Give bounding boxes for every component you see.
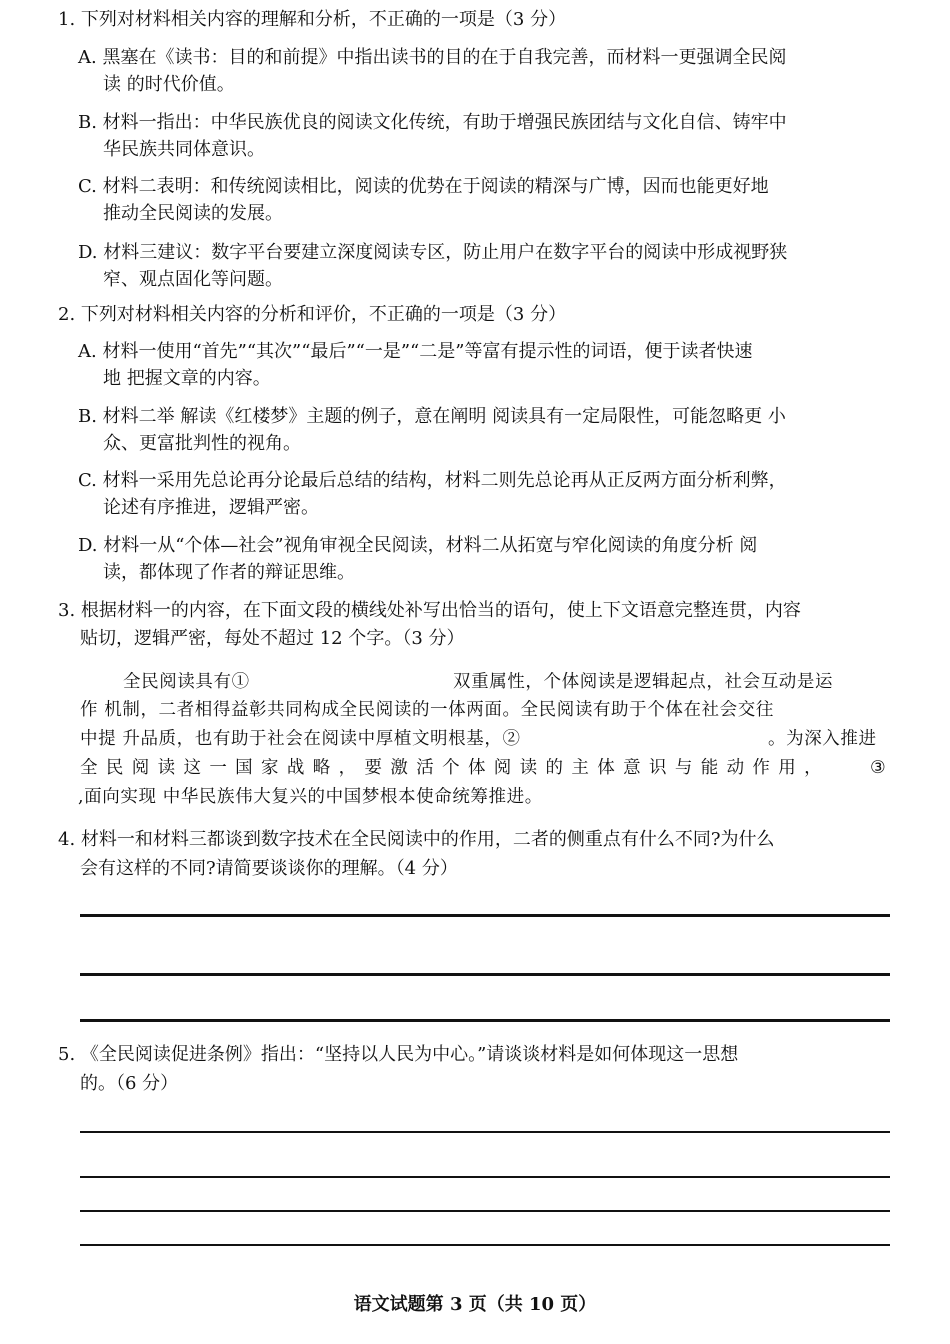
q4-stem-line2: 会有这样的不同?请简要谈谈你的理解。（4 分） xyxy=(80,858,458,879)
q4-answer-line-1[interactable] xyxy=(80,914,890,917)
page-footer: 语文试题第 3 页（共 10 页） xyxy=(353,1294,597,1315)
q2-option-a-line2: 地 把握文章的内容。 xyxy=(103,368,271,389)
q1-option-c-line1: C. 材料二表明：和传统阅读相比，阅读的优势在于阅读的精深与广博，因而也能更好地 xyxy=(78,176,769,197)
q2-option-b-line2: 众、更富批判性的视角。 xyxy=(103,433,301,454)
q3-passage-line4b: ③ xyxy=(870,758,887,778)
q1-option-a-line1: A. 黑塞在《读书：目的和前提》中指出读书的目的在于自我完善，而材料一更强调全民阅 xyxy=(78,47,787,68)
q1-option-b-line2: 华民族共同体意识。 xyxy=(103,139,265,160)
q5-answer-line-2[interactable] xyxy=(80,1176,890,1178)
q3-passage-line3b: 。为深入推进 xyxy=(768,729,877,749)
q1-option-c-line2: 推动全民阅读的发展。 xyxy=(103,203,283,224)
q5-stem-line2: 的。（6 分） xyxy=(80,1073,179,1094)
q5-answer-line-3[interactable] xyxy=(80,1210,890,1212)
q3-passage-line3a: 中提 升品质，也有助于社会在阅读中厚植文明根基，② xyxy=(80,729,521,749)
q4-stem-line1: 4. 材料一和材料三都谈到数字技术在全民阅读中的作用，二者的侧重点有什么不同?为什么 xyxy=(58,829,775,850)
q2-option-d-line1: D. 材料一从“个体—社会”视角审视全民阅读，材料二从拓宽与窄化阅读的角度分析 阅 xyxy=(78,535,758,556)
q2-option-b-line1: B. 材料二举 解读《红楼梦》主题的例子，意在阐明 阅读具有一定局限性，可能忽略更 小 xyxy=(78,406,786,427)
q5-stem-line1: 5. 《全民阅读促进条例》指出：“坚持以人民为中心。”请谈谈材料是如何体现这一思想 xyxy=(58,1044,739,1065)
q3-passage-line1b: 双重属性，个体阅读是逻辑起点，社会互动是运 xyxy=(453,672,834,692)
q2-stem: 2. 下列对材料相关内容的分析和评价，不正确的一项是（3 分） xyxy=(58,304,567,325)
q2-option-c-line1: C. 材料一采用先总论再分论最后总结的结构，材料二则先总论再从正反两方面分析利弊， xyxy=(78,470,787,491)
q1-option-a-line2: 读 的时代价值。 xyxy=(103,74,235,95)
q5-answer-line-4[interactable] xyxy=(80,1244,890,1246)
q2-option-d-line2: 读，都体现了作者的辩证思维。 xyxy=(103,562,355,583)
q2-option-a-line1: A. 材料一使用“首先”“其次”“最后”“一是”“二是”等富有提示性的词语，便于读者快速 xyxy=(78,341,753,362)
q3-stem-line1: 3. 根据材料一的内容，在下面文段的横线处补写出恰当的语句，使上下文语意完整连贯，内容 xyxy=(58,600,801,621)
q1-option-d-line2: 窄、观点固化等问题。 xyxy=(103,269,283,290)
q4-answer-line-3[interactable] xyxy=(80,1019,890,1022)
q2-option-c-line2: 论述有序推进，逻辑严密。 xyxy=(103,497,319,518)
q1-stem: 1. 下列对材料相关内容的理解和分析，不正确的一项是（3 分） xyxy=(58,9,567,30)
q1-option-d-line1: D. 材料三建议：数字平台要建立深度阅读专区，防止用户在数字平台的阅读中形成视野狭 xyxy=(78,242,788,263)
q1-option-b-line1: B. 材料一指出：中华民族优良的阅读文化传统，有助于增强民族团结与文化自信、铸牢中 xyxy=(78,112,787,133)
q4-answer-line-2[interactable] xyxy=(80,973,890,976)
q5-answer-line-1[interactable] xyxy=(80,1131,890,1133)
q3-passage-line4a: 全 民 阅 读 这 一 国 家 战 略 ， 要 激 活 个 体 阅 读 的 主 体 意 识 与 能 动 作 用 ， xyxy=(80,758,824,778)
q3-stem-line2: 贴切，逻辑严密，每处不超过 12 个字。（3 分） xyxy=(80,628,465,649)
q3-passage-line5: ,面向实现 中华民族伟大复兴的中国梦根本使命统筹推进。 xyxy=(78,787,543,807)
q3-passage-line1a: 全民阅读具有① xyxy=(123,672,250,692)
q3-passage-line2: 作 机制，二者相得益彰共同构成全民阅读的一体两面。全民阅读有助于个体在社会交往 xyxy=(80,700,774,720)
